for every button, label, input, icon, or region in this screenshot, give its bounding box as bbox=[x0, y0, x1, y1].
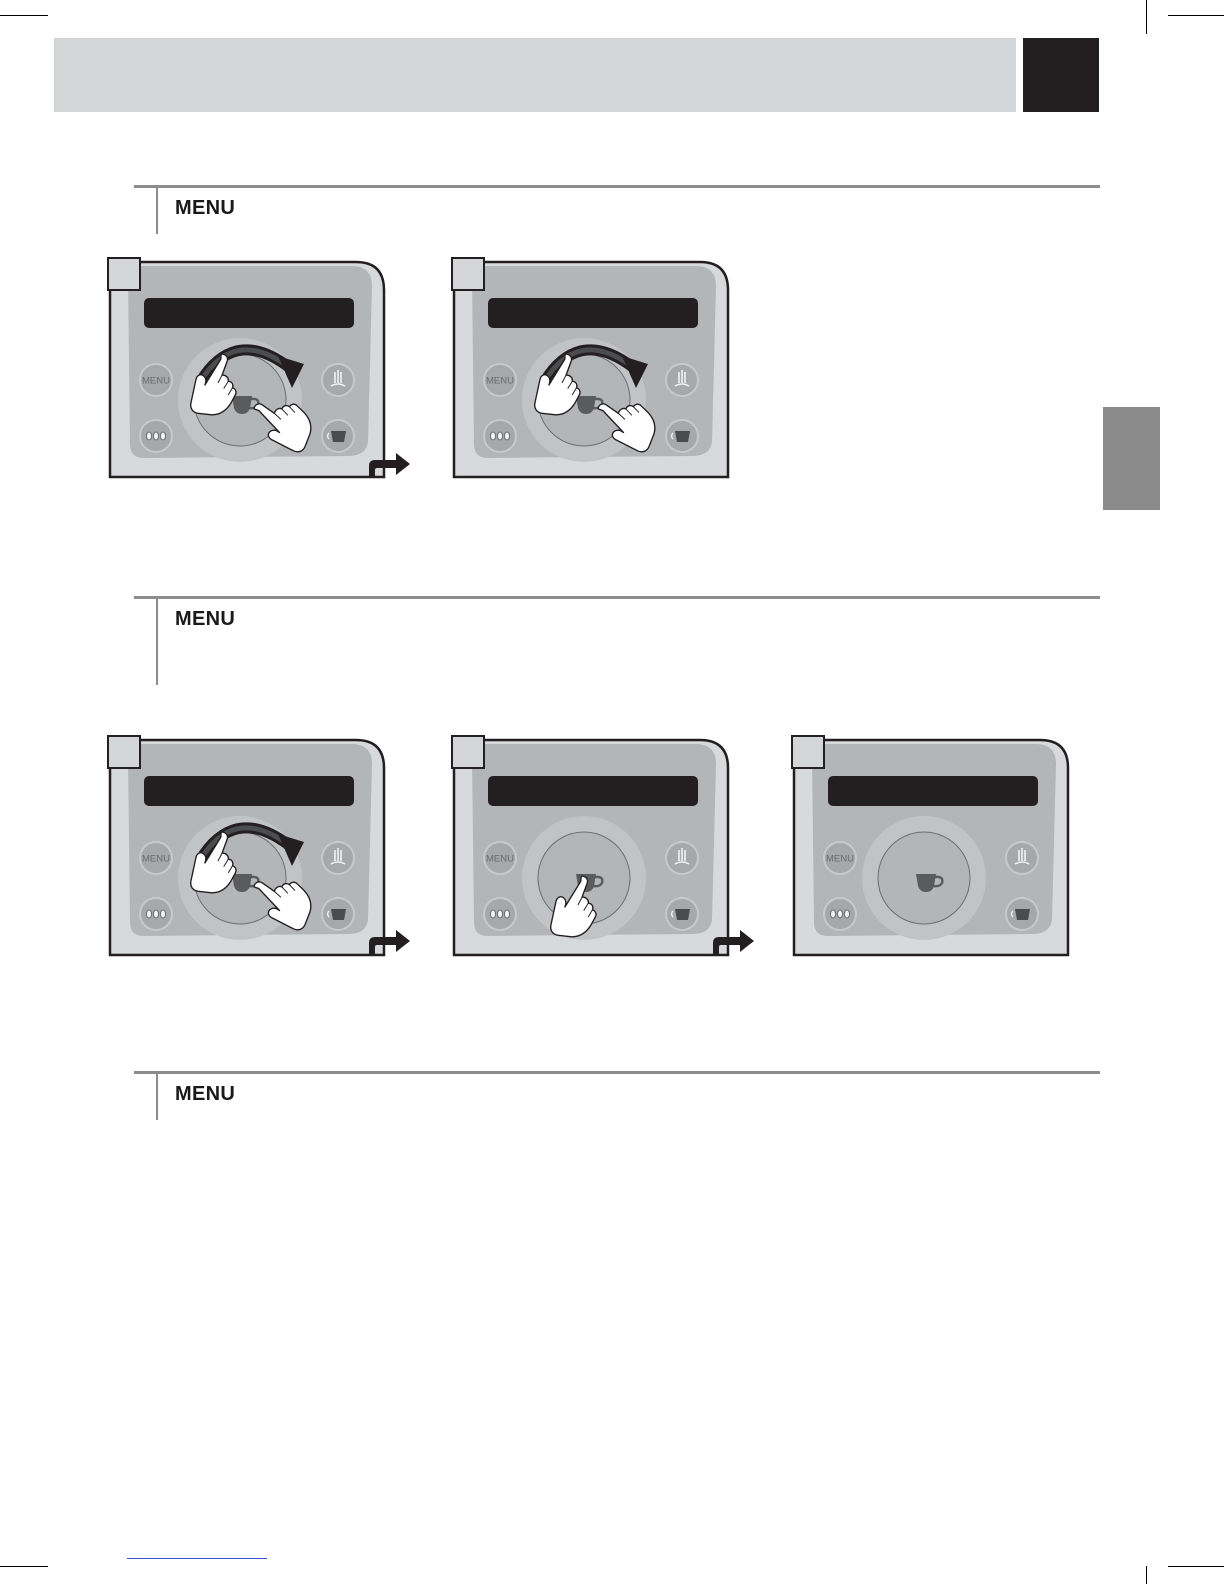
next-arrow-icon bbox=[366, 450, 412, 480]
svg-text:MENU: MENU bbox=[142, 375, 170, 387]
control-panel-illustration bbox=[108, 736, 388, 958]
hot-water-icon bbox=[322, 420, 354, 452]
hot-water-icon bbox=[666, 898, 698, 930]
crop-mark bbox=[0, 15, 48, 16]
crop-mark bbox=[1146, 0, 1147, 34]
display-screen bbox=[488, 776, 698, 806]
display-screen bbox=[488, 298, 698, 328]
menu-button-icon bbox=[140, 842, 172, 874]
steam-icon bbox=[666, 364, 698, 396]
section-rule bbox=[134, 1071, 1100, 1074]
menu-button-icon bbox=[824, 842, 856, 874]
section-vline bbox=[156, 1072, 158, 1120]
beans-icon bbox=[484, 420, 516, 452]
menu-button-icon bbox=[140, 364, 172, 396]
step-number-box bbox=[791, 735, 825, 769]
display-screen bbox=[828, 776, 1038, 806]
next-arrow-icon bbox=[366, 927, 412, 957]
beans-icon bbox=[824, 898, 856, 930]
svg-text:MENU: MENU bbox=[142, 853, 170, 865]
step-number-box bbox=[451, 735, 485, 769]
beans-icon bbox=[140, 420, 172, 452]
menu-button-icon bbox=[484, 364, 516, 396]
steam-icon bbox=[1006, 842, 1038, 874]
hot-water-icon bbox=[322, 898, 354, 930]
steam-icon bbox=[322, 842, 354, 874]
control-panel-illustration bbox=[792, 736, 1072, 958]
hot-water-icon bbox=[1006, 898, 1038, 930]
crop-mark bbox=[1168, 1566, 1224, 1567]
svg-text:MENU: MENU bbox=[826, 853, 854, 865]
section-vline bbox=[156, 186, 158, 234]
next-arrow-icon bbox=[710, 927, 756, 957]
control-panel-illustration bbox=[452, 736, 732, 958]
crop-mark bbox=[0, 1566, 48, 1567]
svg-text:MENU: MENU bbox=[486, 853, 514, 865]
hot-water-icon bbox=[666, 420, 698, 452]
step-number-box bbox=[107, 735, 141, 769]
steam-icon bbox=[666, 842, 698, 874]
display-screen bbox=[144, 298, 354, 328]
section-title: MENU bbox=[175, 1083, 236, 1105]
svg-text:MENU: MENU bbox=[486, 375, 514, 387]
step-number-box bbox=[451, 257, 485, 291]
control-panel-illustration bbox=[452, 258, 732, 480]
section-title: MENU bbox=[175, 197, 236, 219]
beans-icon bbox=[140, 898, 172, 930]
footer-link-underline bbox=[127, 1558, 267, 1559]
steam-icon bbox=[322, 364, 354, 396]
side-chapter-tab bbox=[1103, 407, 1160, 510]
section-rule bbox=[134, 185, 1100, 188]
section-vline bbox=[156, 597, 158, 685]
control-panel-illustration bbox=[108, 258, 388, 480]
section-rule bbox=[134, 596, 1100, 599]
header-bar bbox=[54, 38, 1016, 112]
beans-icon bbox=[484, 898, 516, 930]
display-screen bbox=[144, 776, 354, 806]
step-number-box bbox=[107, 257, 141, 291]
header-chapter-tab bbox=[1023, 38, 1099, 112]
section-title: MENU bbox=[175, 608, 236, 630]
crop-mark bbox=[1168, 15, 1224, 16]
menu-button-icon bbox=[484, 842, 516, 874]
crop-mark bbox=[1146, 1566, 1147, 1584]
